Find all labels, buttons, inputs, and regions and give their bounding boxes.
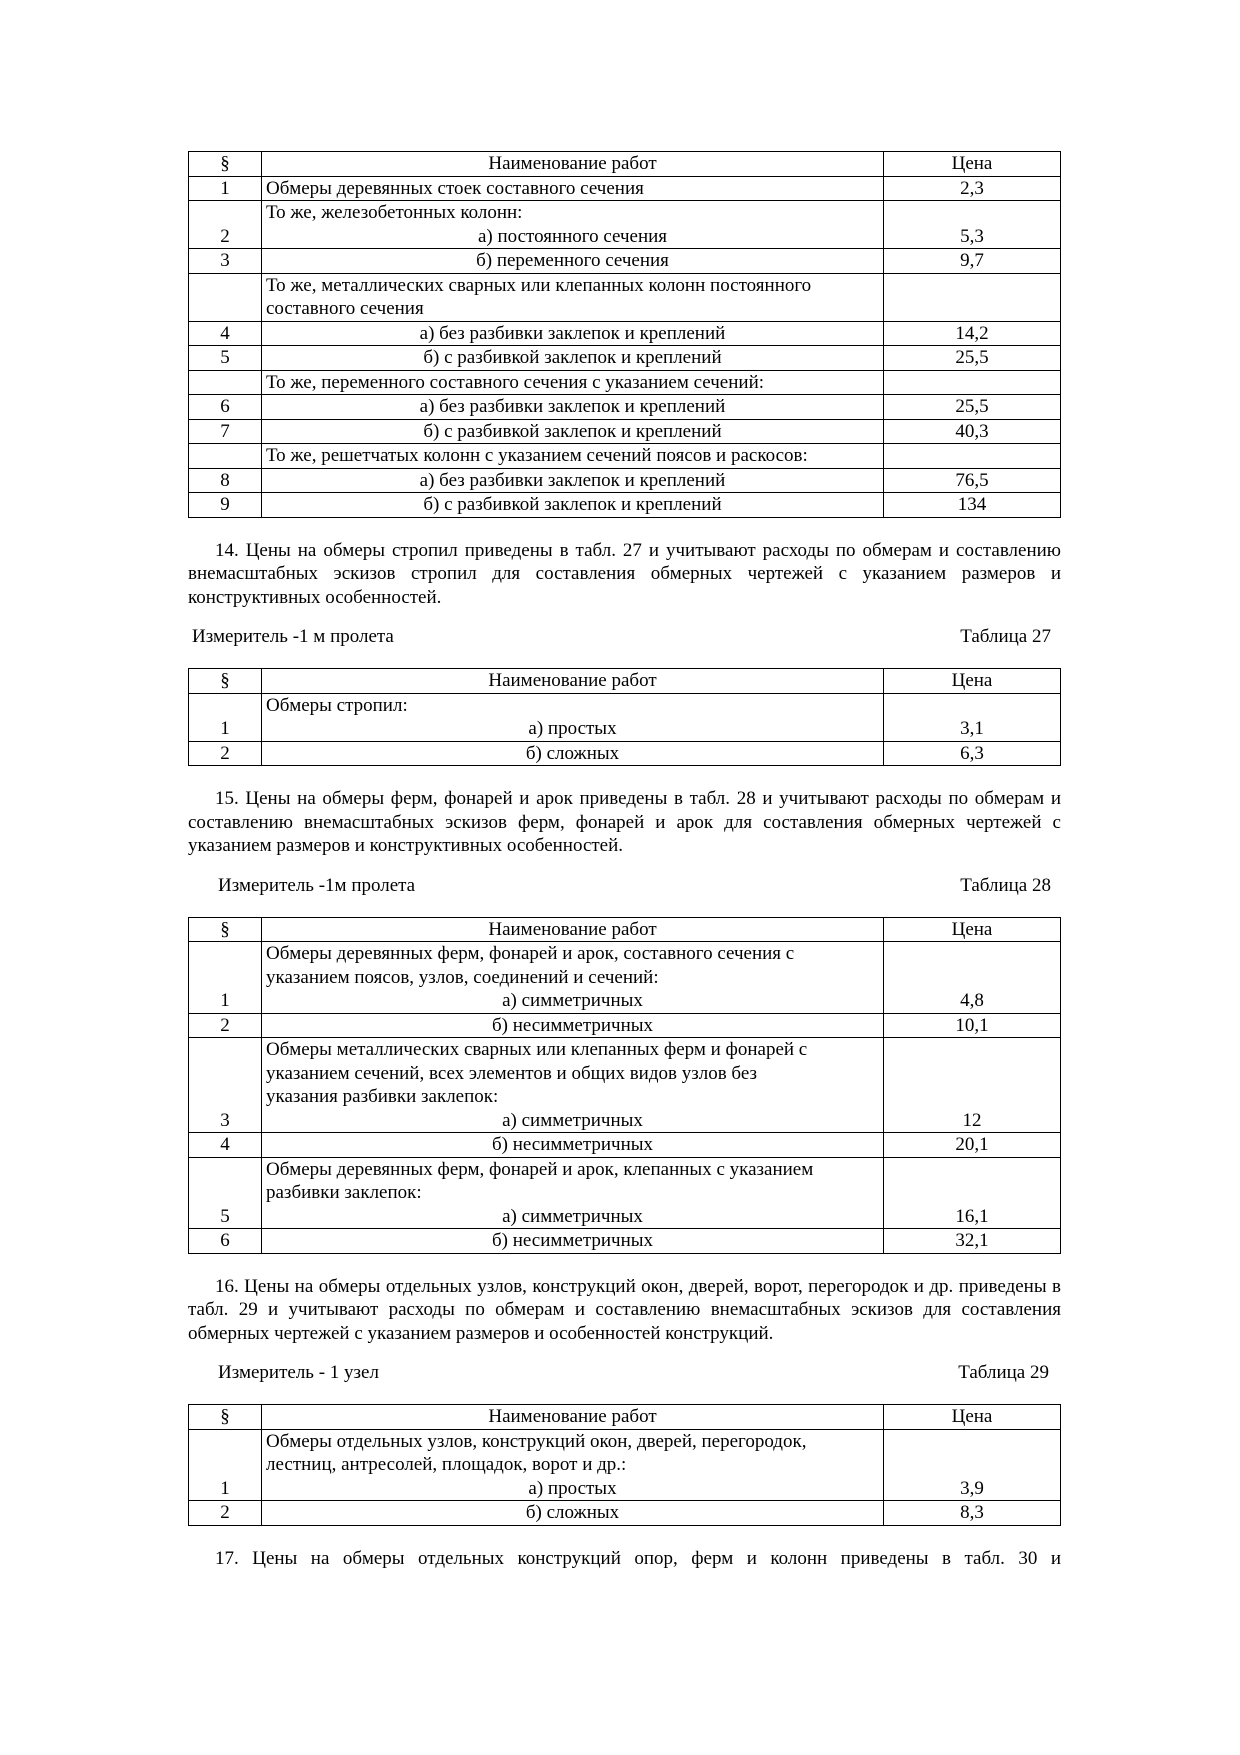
work-name-line: Обмеры деревянных ферм, фонарей и арок, клепанных с указанием <box>266 1158 814 1180</box>
table-29-caption <box>188 1361 1061 1384</box>
work-name-cell <box>262 1133 884 1158</box>
price-table-28 <box>188 917 1061 1254</box>
table-row <box>189 346 1061 371</box>
section-number-cell: 2 <box>189 1501 262 1526</box>
section-number-cell: 1 <box>189 1429 262 1501</box>
table-row <box>189 1013 1061 1038</box>
work-variant-line: а) постоянного сечения <box>477 225 668 247</box>
table-row <box>189 201 1061 249</box>
header-row <box>189 152 1061 177</box>
table-row <box>189 741 1061 766</box>
header-price-cell: Цена <box>884 917 1061 942</box>
table-row <box>189 942 1061 1014</box>
header-section-cell: § <box>189 152 262 177</box>
price-cell: 9,7 <box>884 249 1061 274</box>
section-number-cell: 2 <box>189 201 262 249</box>
table-row <box>189 1501 1061 1526</box>
unit-label: Измеритель -1м пролета <box>218 874 416 896</box>
price-cell: 6,3 <box>884 741 1061 766</box>
work-name-cell <box>262 493 884 518</box>
work-name-cell <box>262 370 884 395</box>
header-name-cell: Наименование работ <box>262 917 884 942</box>
work-name-line: Обмеры металлических сварных или клепанных ферм и фонарей с <box>266 1039 808 1060</box>
price-table-29 <box>188 1404 1061 1526</box>
work-variant-line: б) несимметричных <box>491 1134 654 1155</box>
price-cell: 14,2 <box>884 321 1061 346</box>
price-cell: 32,1 <box>884 1229 1061 1254</box>
table-row <box>189 1038 1061 1133</box>
price-cell: 3,1 <box>884 693 1061 741</box>
work-variant-line: а) простых <box>528 1477 617 1499</box>
header-name-cell: Наименование работ <box>262 152 884 177</box>
price-cell <box>884 444 1061 469</box>
price-cell: 12 <box>884 1038 1061 1133</box>
work-name-cell <box>262 741 884 766</box>
price-cell: 134 <box>884 493 1061 518</box>
work-name-line: указанием поясов, узлов, соединений и сечений: <box>266 966 659 988</box>
paragraph-17: 17. Цены на обмеры отдельных конструкций опор, ферм и колонн приведены в табл. 30 и <box>215 1547 1061 1569</box>
table-row <box>189 395 1061 420</box>
table-28-caption <box>188 874 1061 897</box>
header-section-cell: § <box>189 1405 262 1430</box>
work-name-line: Обмеры отдельных узлов, конструкций окон, дверей, перегородок, <box>266 1430 807 1452</box>
table-number: Таблица 29 <box>958 1362 1049 1383</box>
price-cell: 4,8 <box>884 942 1061 1014</box>
work-name-line: лестниц, антресолей, площадок, ворот и др.: <box>266 1454 627 1475</box>
work-name-line: Обмеры деревянных ферм, фонарей и арок, составного сечения с <box>266 943 795 964</box>
section-number-cell <box>189 370 262 395</box>
table-row <box>189 693 1061 741</box>
work-name-line: То же, металлических сварных или клепанных колонн постоянного <box>266 274 812 296</box>
table-number: Таблица 28 <box>960 874 1051 896</box>
work-variant-line: б) переменного сечения <box>476 250 669 271</box>
work-name-cell <box>262 346 884 371</box>
work-name-line: То же, железобетонных колонн: <box>266 202 523 223</box>
work-name-cell <box>262 395 884 420</box>
work-variant-line: б) с разбивкой заклепок и креплений <box>423 347 722 368</box>
work-name-cell <box>262 1429 884 1501</box>
header-section-cell: § <box>189 669 262 694</box>
price-cell: 8,3 <box>884 1501 1061 1526</box>
section-number-cell: 3 <box>189 249 262 274</box>
section-number-cell: 1 <box>189 942 262 1014</box>
table-row <box>189 370 1061 395</box>
work-variant-line: а) простых <box>528 718 617 739</box>
table-row <box>189 493 1061 518</box>
work-name-line: Обмеры деревянных стоек составного сечения <box>266 177 644 199</box>
price-cell <box>884 273 1061 321</box>
section-number-cell: 9 <box>189 493 262 518</box>
section-number-cell: 6 <box>189 395 262 420</box>
header-price-cell: Цена <box>884 669 1061 694</box>
work-name-cell <box>262 693 884 741</box>
unit-label: Измеритель -1 м пролета <box>192 626 394 647</box>
section-number-cell: 3 <box>189 1038 262 1133</box>
header-name-cell: Наименование работ <box>262 1405 884 1430</box>
table-row <box>189 1133 1061 1158</box>
work-name-cell <box>262 468 884 493</box>
work-variant-line: а) симметричных <box>502 1205 643 1227</box>
table-27-caption <box>188 625 1061 648</box>
section-number-cell: 8 <box>189 468 262 493</box>
work-name-cell <box>262 176 884 201</box>
unit-label: Измеритель - 1 узел <box>218 1362 379 1383</box>
price-table-26 <box>188 151 1061 518</box>
section-number-cell: 1 <box>189 693 262 741</box>
work-variant-line: а) симметричных <box>502 990 643 1011</box>
section-number-cell: 2 <box>189 741 262 766</box>
section-number-cell: 5 <box>189 1157 262 1229</box>
section-number-cell: 7 <box>189 419 262 444</box>
table-number: Таблица 27 <box>960 626 1051 647</box>
header-section-cell: § <box>189 917 262 942</box>
work-variant-line: а) без разбивки заклепок и креплений <box>419 322 726 344</box>
table-row <box>189 468 1061 493</box>
price-cell <box>884 370 1061 395</box>
work-variant-line: а) без разбивки заклепок и креплений <box>419 396 726 417</box>
work-name-cell <box>262 1157 884 1229</box>
work-name-cell <box>262 419 884 444</box>
table-row <box>189 273 1061 321</box>
work-variant-line: б) с разбивкой заклепок и креплений <box>423 494 722 515</box>
table-row <box>189 444 1061 469</box>
work-variant-line: б) несимметричных <box>491 1014 654 1036</box>
header-row <box>189 917 1061 942</box>
price-cell: 76,5 <box>884 468 1061 493</box>
price-cell: 3,9 <box>884 1429 1061 1501</box>
header-price-cell: Цена <box>884 152 1061 177</box>
table-row <box>189 321 1061 346</box>
header-price-cell: Цена <box>884 1405 1061 1430</box>
work-name-cell <box>262 1501 884 1526</box>
table-row <box>189 249 1061 274</box>
work-name-cell <box>262 249 884 274</box>
header-name-cell: Наименование работ <box>262 669 884 694</box>
work-name-line: разбивки заклепок: <box>266 1182 422 1203</box>
work-variant-line: а) без разбивки заклепок и креплений <box>419 469 726 491</box>
table-row <box>189 1229 1061 1254</box>
section-number-cell: 5 <box>189 346 262 371</box>
table-row <box>189 419 1061 444</box>
work-name-line: указанием сечений, всех элементов и общих видов узлов без <box>266 1062 758 1084</box>
section-number-cell: 2 <box>189 1013 262 1038</box>
price-cell: 25,5 <box>884 346 1061 371</box>
work-name-line: Обмеры стропил: <box>266 694 408 716</box>
work-name-cell <box>262 444 884 469</box>
work-name-line: составного сечения <box>266 298 424 319</box>
section-number-cell <box>189 444 262 469</box>
section-number-cell: 6 <box>189 1229 262 1254</box>
price-cell: 5,3 <box>884 201 1061 249</box>
section-number-cell: 4 <box>189 1133 262 1158</box>
price-cell: 2,3 <box>884 176 1061 201</box>
work-name-cell <box>262 1013 884 1038</box>
paragraph-16: 16. Цены на обмеры отдельных узлов, конструкций окон, дверей, ворот, перегородок и др. приведены в табл. 29 и учитывают расходы по обмерам и составлению внемасштабных эскизов для составления обмерных чертежей с указанием размеров и особенностей конструкций. <box>188 1275 1061 1344</box>
section-number-cell: 4 <box>189 321 262 346</box>
work-variant-line: а) симметричных <box>502 1109 643 1131</box>
price-cell: 10,1 <box>884 1013 1061 1038</box>
work-name-cell <box>262 273 884 321</box>
work-name-cell <box>262 1038 884 1133</box>
work-name-cell <box>262 942 884 1014</box>
work-name-cell <box>262 321 884 346</box>
work-name-line: указания разбивки заклепок: <box>266 1086 499 1107</box>
price-cell: 40,3 <box>884 419 1061 444</box>
section-number-cell: 1 <box>189 176 262 201</box>
work-variant-line: б) сложных <box>525 1502 620 1523</box>
work-name-line: То же, решетчатых колонн с указанием сечений поясов и раскосов: <box>266 445 808 466</box>
price-table-27 <box>188 668 1061 766</box>
section-number-cell <box>189 273 262 321</box>
price-cell: 16,1 <box>884 1157 1061 1229</box>
document-page <box>188 151 1061 1570</box>
table-row <box>189 176 1061 201</box>
work-name-line: То же, переменного составного сечения с указанием сечений: <box>266 371 765 393</box>
header-row <box>189 1405 1061 1430</box>
work-variant-line: б) сложных <box>525 742 620 764</box>
paragraph-14: 14. Цены на обмеры стропил приведены в табл. 27 и учитывают расходы по обмерам и составлению внемасштабных эскизов стропил для составления обмерных чертежей с указанием размеров и конструктивных особенностей. <box>188 539 1061 608</box>
table-row <box>189 1157 1061 1229</box>
work-variant-line: б) с разбивкой заклепок и креплений <box>423 420 722 442</box>
header-row <box>189 669 1061 694</box>
price-cell: 20,1 <box>884 1133 1061 1158</box>
paragraph-15: 15. Цены на обмеры ферм, фонарей и арок приведены в табл. 28 и учитывают расходы по обмерам и составлению внемасштабных эскизов ферм, фонарей и арок для составления обмерных чертежей с указанием размеров и конструктивных особенностей. <box>188 788 1061 856</box>
work-variant-line: б) несимметричных <box>491 1230 654 1251</box>
work-name-cell <box>262 1229 884 1254</box>
price-cell: 25,5 <box>884 395 1061 420</box>
work-name-cell <box>262 201 884 249</box>
table-row <box>189 1429 1061 1501</box>
